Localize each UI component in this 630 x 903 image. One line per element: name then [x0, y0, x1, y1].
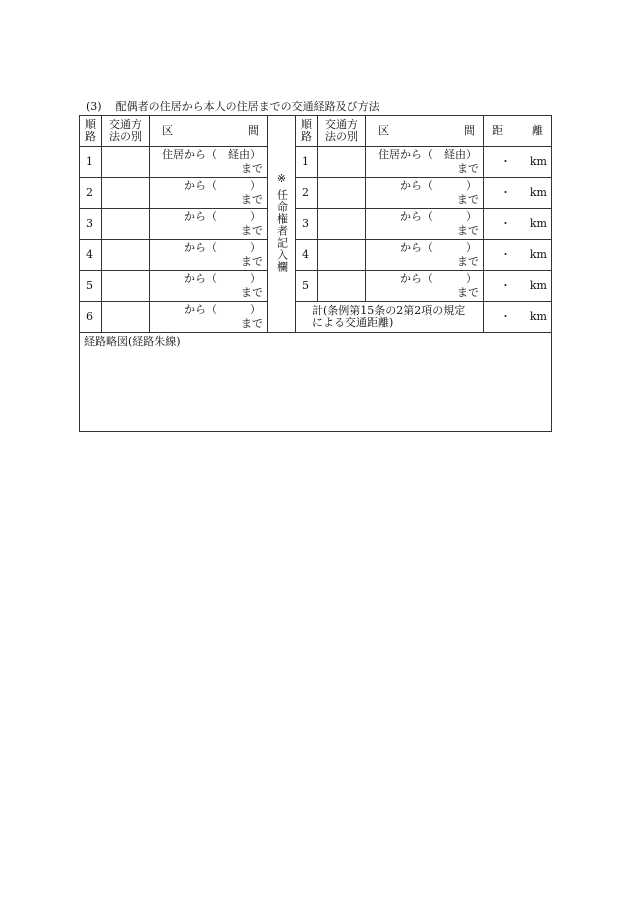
section-header: 区 間	[150, 116, 268, 147]
route-sketch-label: 経路略図(経路朱線)	[84, 335, 181, 348]
route-number-right: 3	[296, 209, 318, 240]
route-number-right: 4	[296, 240, 318, 271]
route-number: 1	[80, 147, 102, 178]
method-header-right: 交通方 法の別	[318, 116, 366, 147]
header-row	[80, 116, 552, 147]
route-number: 5	[80, 271, 102, 302]
method-cell[interactable]	[102, 178, 150, 209]
route-number-right: 5	[296, 271, 318, 302]
order-header: 順 路	[80, 116, 102, 147]
distance-header: 距 離	[484, 116, 552, 147]
method-cell-right[interactable]	[318, 271, 366, 302]
route-sketch-area[interactable]	[80, 333, 552, 432]
appointer-note-text: 任命権者記入欄	[275, 188, 289, 273]
route-row	[80, 271, 552, 302]
note-mark: ※	[276, 171, 287, 185]
method-cell[interactable]	[102, 209, 150, 240]
route-number: 6	[80, 302, 102, 333]
total-distance-cell[interactable]: ・ km	[484, 302, 552, 333]
distance-cell[interactable]: ・ km	[484, 209, 552, 240]
section-cell-right[interactable]: から（ ） まで	[366, 209, 484, 240]
route-number: 2	[80, 178, 102, 209]
distance-cell[interactable]: ・ km	[484, 240, 552, 271]
section-cell-right[interactable]: から（ ） まで	[366, 271, 484, 302]
route-number: 3	[80, 209, 102, 240]
route-row	[80, 302, 552, 333]
section-cell[interactable]: 住居から（ 経由） まで	[150, 147, 268, 178]
section-cell[interactable]: から（ ） まで	[150, 240, 268, 271]
route-number: 4	[80, 240, 102, 271]
route-sketch-row	[80, 333, 552, 432]
route-row	[80, 209, 552, 240]
method-cell[interactable]	[102, 240, 150, 271]
route-table	[79, 115, 552, 432]
distance-cell[interactable]: ・ km	[484, 178, 552, 209]
section-cell-right[interactable]: から（ ） まで	[366, 240, 484, 271]
method-cell-right[interactable]	[318, 147, 366, 178]
section-cell[interactable]: から（ ） まで	[150, 209, 268, 240]
method-cell[interactable]	[102, 302, 150, 333]
section-title: 配偶者の住居から本人の住居までの交通経路及び方法	[115, 100, 380, 113]
route-row	[80, 178, 552, 209]
method-cell-right[interactable]	[318, 178, 366, 209]
method-cell[interactable]	[102, 147, 150, 178]
route-row	[80, 240, 552, 271]
route-row	[80, 147, 552, 178]
order-header-right: 順 路	[296, 116, 318, 147]
section-caption	[86, 98, 380, 114]
section-cell-right[interactable]: 住居から（ 経由） まで	[366, 147, 484, 178]
section-cell[interactable]: から（ ） まで	[150, 178, 268, 209]
section-number: (3)	[86, 100, 102, 113]
section-cell-right[interactable]: から（ ） まで	[366, 178, 484, 209]
appointer-note-column	[268, 116, 296, 333]
total-distance-label: 計(条例第15条の2第2項の規定 による交通距離)	[296, 302, 484, 333]
distance-cell[interactable]: ・ km	[484, 271, 552, 302]
method-cell-right[interactable]	[318, 240, 366, 271]
method-header: 交通方 法の別	[102, 116, 150, 147]
method-cell-right[interactable]	[318, 209, 366, 240]
route-number-right: 1	[296, 147, 318, 178]
route-number-right: 2	[296, 178, 318, 209]
section-cell[interactable]: から（ ） まで	[150, 271, 268, 302]
method-cell[interactable]	[102, 271, 150, 302]
section-header-right: 区 間	[366, 116, 484, 147]
distance-cell[interactable]: ・ km	[484, 147, 552, 178]
section-cell[interactable]: から（ ） まで	[150, 302, 268, 333]
